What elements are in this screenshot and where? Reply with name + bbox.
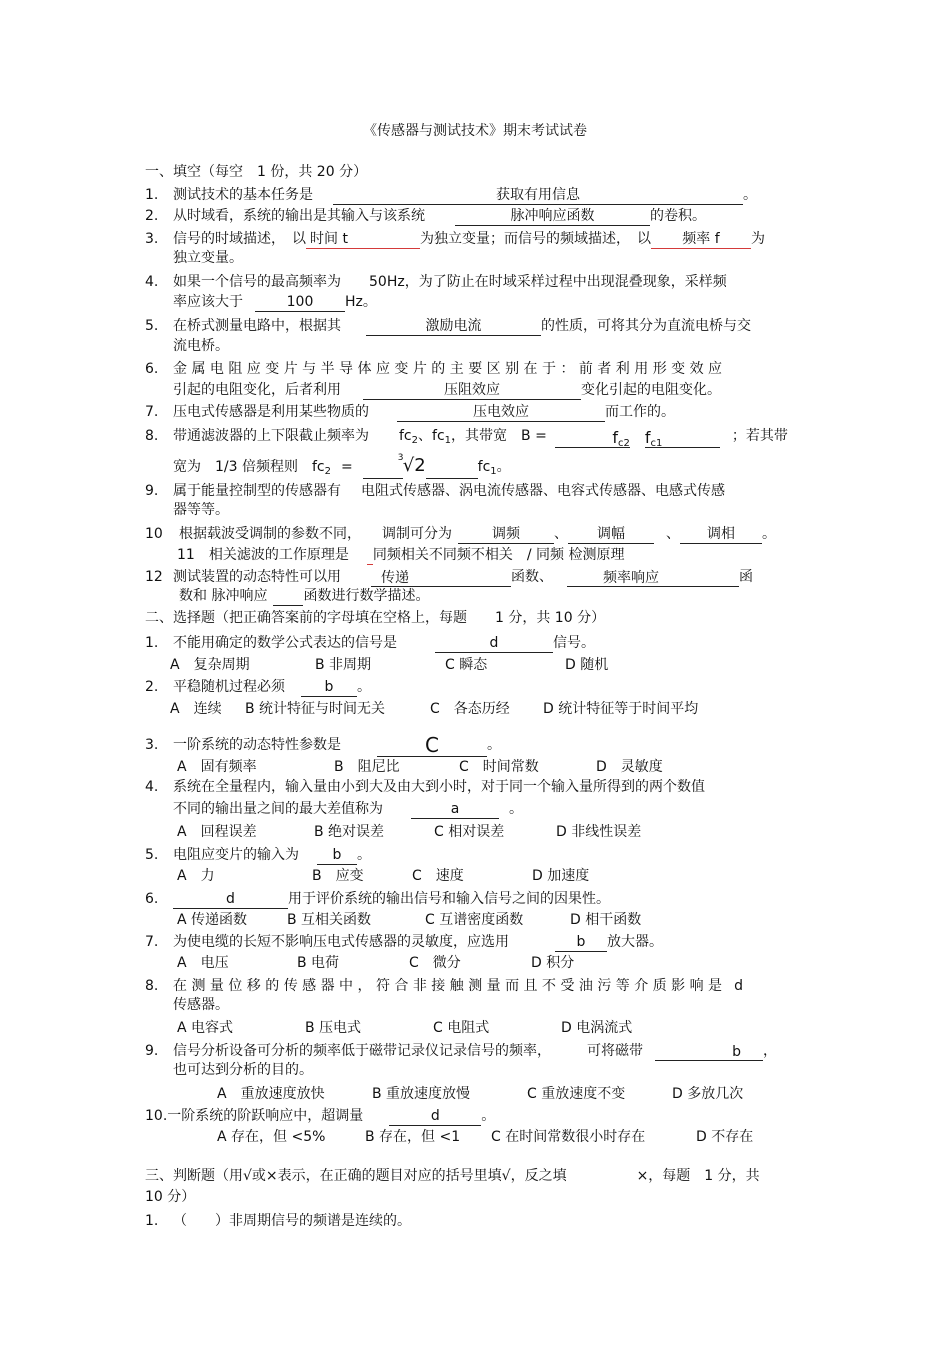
answer-text: 同频相关不同频不相关 / 同频 检测原理	[372, 547, 625, 563]
answer-blank	[273, 587, 303, 606]
question-text: 带通滤波器的上下限截止频率为	[173, 428, 369, 444]
option-c: C 相对误差	[434, 824, 505, 840]
answer-blank: 100	[255, 293, 345, 312]
question-text: 系统在全量程内，输入量由小到大及由大到小时，对于同一个输入量所得到的两个数值	[173, 779, 705, 795]
answer-blank: 激励电流	[366, 317, 541, 336]
question-text: Hz。	[345, 294, 377, 310]
question-number: 10.	[145, 1108, 168, 1124]
question-text: 函数进行数学描述。	[303, 588, 430, 604]
fill-question-5-cont	[145, 336, 810, 356]
question-number: 6.	[145, 361, 159, 377]
option-a: A 电容式	[177, 1020, 234, 1036]
answer-blank: 调相	[680, 525, 762, 544]
answer-blank	[363, 460, 403, 479]
formula-text: fc	[477, 459, 491, 475]
fill-question-12	[145, 567, 810, 587]
option-c: C 电阻式	[433, 1020, 490, 1036]
option-b: B 存在，但 <1	[365, 1129, 461, 1145]
option-d: D 随机	[565, 657, 609, 673]
judge-question-1	[145, 1211, 810, 1231]
question-number: 4.	[145, 274, 159, 290]
answer-text: 器等等。	[173, 502, 229, 518]
question-text: 放大器。	[607, 934, 663, 950]
option-c: C 微分	[409, 955, 461, 971]
section-heading-text: ×，每题 1 分，共	[636, 1168, 760, 1184]
section-2-heading: 二、选择题（把正确答案前的字母填在空格上，每题 1 分，共 10 分）	[145, 610, 606, 626]
fill-question-9	[145, 481, 810, 501]
question-number: 8.	[145, 428, 159, 444]
choice-options-5	[145, 866, 810, 886]
fill-question-4-cont	[145, 292, 810, 312]
option-b: B 阻尼比	[334, 759, 400, 775]
option-b: B 电荷	[297, 955, 340, 971]
question-text: 属于能量控制型的传感器有	[173, 483, 341, 499]
option-d: D 灵敏度	[596, 759, 663, 775]
option-a: A 电压	[177, 955, 229, 971]
fill-question-10	[145, 524, 810, 544]
option-a: A 重放速度放快	[217, 1086, 325, 1102]
question-text: 。	[762, 526, 776, 542]
exam-title: 《传感器与测试技术》期末考试试卷	[363, 123, 587, 139]
formula-text: f	[644, 428, 651, 447]
question-text: 独立变量。	[173, 250, 243, 266]
option-c: C 在时间常数很小时存在	[491, 1129, 646, 1145]
choice-options-8	[145, 1018, 810, 1038]
question-text: 信号。	[553, 635, 595, 651]
question-text: 为	[751, 231, 765, 247]
answer-blank: 压阻效应	[363, 381, 581, 400]
question-text: 宽为 1/3 倍频程则 fc	[173, 459, 325, 475]
option-a: A 力	[177, 868, 215, 884]
formula-subscript: c1	[650, 438, 663, 449]
option-c: C 瞬态	[445, 657, 488, 673]
question-text: 数和 脉冲响应	[179, 588, 268, 604]
formula-subscript: 1	[444, 435, 452, 446]
root-radicand: √2	[402, 455, 426, 476]
question-text: 压电式传感器是利用某些物质的	[173, 404, 369, 420]
choice-options-10	[145, 1127, 810, 1147]
question-text: 流电桥。	[173, 338, 229, 354]
fill-question-6	[145, 359, 810, 379]
question-text: 用于评价系统的输出信号和输入信号之间的因果性。	[288, 891, 610, 907]
root-index: 3	[397, 453, 404, 463]
section-3-heading	[145, 1166, 810, 1186]
section-3-heading-cont	[145, 1187, 810, 1207]
answer-blank: 频率响应	[567, 569, 739, 587]
question-text: 金 属 电 阻 应 变 片 与 半 导 体 应 变 片 的 主 要 区 别 在 于 ： 前 者 利 用 形 变 效 应	[173, 361, 723, 377]
option-d: D 电涡流式	[561, 1020, 633, 1036]
question-number: 1.	[145, 635, 159, 651]
question-text: 而工作的。	[605, 404, 675, 420]
choice-question-4-cont	[145, 799, 810, 819]
answer-blank: 脉冲响应函数	[455, 207, 650, 226]
answer-blank: 获取有用信息	[333, 186, 743, 205]
question-number: 7.	[145, 934, 159, 950]
choice-question-8	[145, 976, 810, 996]
question-text: 的性质，可将其分为直流电桥与交	[541, 318, 751, 334]
option-b: B 统计特征与时间无关	[245, 701, 386, 717]
question-text: 测试装置的动态特性可以用	[173, 569, 341, 585]
option-c: C 时间常数	[459, 759, 539, 775]
section-heading-text: 10 分）	[145, 1189, 196, 1205]
question-text: 、	[554, 526, 568, 542]
question-text: 为独立变量；而信号的频域描述， 以	[420, 231, 651, 247]
option-d: D 加速度	[532, 868, 590, 884]
choice-question-2	[145, 677, 810, 697]
formula-text: fc	[399, 428, 412, 444]
formula-text: fc	[432, 428, 445, 444]
question-number: 10	[145, 526, 163, 542]
option-c: C 重放速度不变	[527, 1086, 626, 1102]
fill-question-6-cont	[145, 380, 810, 400]
option-c: C 互谱密度函数	[425, 912, 524, 928]
question-text: 。	[509, 801, 523, 817]
option-b: B 非周期	[315, 657, 372, 673]
question-number: 7.	[145, 404, 159, 420]
option-a: A 传递函数	[177, 912, 248, 928]
question-text: 引起的电阻变化，后者利用	[173, 382, 341, 398]
fill-question-2	[145, 206, 810, 226]
option-b: B 重放速度放慢	[372, 1086, 471, 1102]
choice-options-9	[145, 1084, 810, 1104]
question-number: 11	[177, 547, 195, 563]
option-a: A 复杂周期	[170, 657, 250, 673]
question-text: 函	[739, 569, 753, 585]
question-text: 。	[357, 847, 371, 863]
choice-options-2	[145, 699, 810, 719]
answer-blank: 频率 f	[651, 230, 751, 249]
option-d: D 多放几次	[672, 1086, 744, 1102]
question-text: 在桥式测量电路中，根据其	[173, 318, 341, 334]
option-a: A 固有频率	[177, 759, 257, 775]
option-b: B 绝对误差	[314, 824, 385, 840]
question-text: 。	[487, 737, 501, 753]
question-text: （ ）非周期信号的频谱是连续的。	[173, 1213, 411, 1229]
question-number: 2.	[145, 679, 159, 695]
question-number: 2.	[145, 208, 159, 224]
question-text: ，	[763, 1043, 777, 1059]
choice-question-7	[145, 932, 810, 952]
option-a: A 存在，但 <5%	[217, 1129, 326, 1145]
question-text: 不能用确定的数学公式表达的信号是	[173, 635, 397, 651]
choice-question-3	[145, 733, 810, 757]
answer-blank: d	[173, 890, 288, 909]
option-b: B 互相关函数	[287, 912, 372, 928]
question-text: 一阶系统的阶跃响应中，超调量	[167, 1108, 364, 1124]
question-text: 可将磁带	[587, 1043, 643, 1059]
question-number: 6.	[145, 891, 159, 907]
question-text: 。	[743, 187, 757, 203]
section-heading-text: 三、判断题（用√或×表示，在正确的题目对应的括号里填√，反之填	[145, 1168, 567, 1184]
formula-subscript: 2	[324, 466, 331, 477]
answer-blank: a	[411, 800, 499, 819]
question-text: 不同的输出量之间的最大差值称为	[173, 801, 383, 817]
choice-question-6	[145, 889, 810, 909]
fill-question-9-cont	[145, 500, 810, 520]
question-text: 从时域看，系统的输出是其输入与该系统	[173, 208, 425, 224]
question-text: 为使电缆的长短不影响压电式传感器的灵敏度，应选用	[173, 934, 509, 950]
option-a: A 连续	[170, 701, 222, 717]
question-text: 在 测 量 位 移 的 传 感 器 中 ， 符 合 非 接 触 测 量 而 且 不 受 油 污 等 介 质 影 响 是	[173, 978, 723, 994]
answer-blank: 时间 t	[306, 230, 420, 249]
option-a: A 回程误差	[177, 824, 257, 840]
question-text: 测试技术的基本任务是	[173, 187, 313, 203]
fill-question-8-cont	[145, 453, 810, 477]
question-number: 12	[145, 569, 163, 585]
option-d: D 统计特征等于时间平均	[543, 701, 699, 717]
question-number: 3.	[145, 231, 159, 247]
option-b: B 压电式	[305, 1020, 362, 1036]
formula-text: 。	[496, 459, 511, 475]
answer-blank: 调幅	[568, 525, 654, 544]
option-d: D 不存在	[696, 1129, 754, 1145]
choice-question-4	[145, 777, 810, 797]
formula-subscript: 1	[490, 466, 497, 477]
choice-options-1	[145, 655, 810, 675]
fill-question-1	[145, 185, 810, 205]
question-number: 9.	[145, 1043, 159, 1059]
question-number: 1.	[145, 187, 159, 203]
fill-question-5	[145, 316, 810, 336]
fill-question-3	[145, 229, 810, 249]
answer-text: d	[734, 978, 743, 994]
answer-blank: 调频	[458, 525, 554, 544]
question-text: 变化引起的电阻变化。	[581, 382, 721, 398]
answer-blank: C	[377, 734, 487, 757]
question-number: 5.	[145, 318, 159, 334]
question-text: 电阻应变片的输入为	[173, 847, 299, 863]
formula-text: =	[340, 459, 353, 475]
question-text: 相关滤波的工作原理是	[208, 547, 349, 563]
answer-blank	[555, 429, 630, 448]
answer-blank: d	[435, 634, 553, 653]
option-c: C 各态历经	[430, 701, 510, 717]
question-text: 如果一个信号的最高频率为 50Hz，为了防止在时域采样过程中出现混叠现象，采样频	[173, 274, 727, 290]
question-text: ，其带宽 B =	[451, 428, 547, 444]
option-c: C 速度	[412, 868, 464, 884]
formula-text: f	[612, 428, 618, 447]
formula-subscript: 2	[411, 435, 419, 446]
answer-blank: d	[389, 1107, 481, 1126]
answer-blank: 压电效应	[397, 403, 605, 422]
fill-question-12-cont	[145, 586, 810, 606]
question-text: 、	[666, 526, 680, 542]
question-text: 信号的时域描述， 以	[173, 231, 306, 247]
question-text: ；若其带	[731, 428, 788, 444]
fill-question-8	[145, 426, 810, 449]
formula-subscript: c2	[617, 438, 630, 449]
question-text: 根据载波受调制的参数不同， 调制可分为	[179, 526, 452, 542]
question-text: 信号分析设备可分析的频率低于磁带记录仪记录信号的频率，	[173, 1043, 551, 1059]
question-text: 率应该大于	[173, 294, 243, 310]
answer-text: 电阻式传感器、涡电流传感器、电容式传感器、电感式传感	[361, 483, 725, 499]
choice-question-9-cont	[145, 1060, 810, 1080]
question-text: 平稳随机过程必须	[173, 679, 285, 695]
question-text: 一阶系统的动态特性参数是	[173, 737, 341, 753]
option-d: D 非线性误差	[556, 824, 642, 840]
choice-question-1	[145, 633, 810, 653]
answer-blank: b	[555, 933, 607, 952]
answer-blank	[426, 460, 478, 479]
choice-options-6	[145, 910, 810, 930]
question-number: 8.	[145, 978, 159, 994]
choice-question-10	[145, 1106, 810, 1126]
choice-question-8-cont	[145, 995, 810, 1015]
question-text: 。	[357, 679, 371, 695]
question-text: 。	[481, 1108, 496, 1124]
choice-options-3	[145, 757, 810, 777]
answer-blank: b	[655, 1043, 763, 1061]
question-text: 的卷积。	[650, 208, 706, 224]
question-text: 传感器。	[173, 997, 229, 1013]
option-d: D 相干函数	[570, 912, 642, 928]
answer-blank	[645, 429, 720, 448]
question-text: 也可达到分析的目的。	[173, 1062, 313, 1078]
section-1-heading: 一、填空（每空 1 份，共 20 分）	[145, 164, 368, 180]
option-b: B 应变	[312, 868, 364, 884]
question-number: 4.	[145, 779, 159, 795]
fill-question-7	[145, 402, 810, 422]
fill-question-11	[145, 545, 810, 565]
question-number: 9.	[145, 483, 159, 499]
option-d: D 积分	[531, 955, 575, 971]
question-text: 函数、	[511, 569, 553, 585]
question-number: 5.	[145, 847, 159, 863]
question-number: 1.	[145, 1213, 159, 1229]
answer-blank: b	[317, 846, 357, 865]
cube-root	[397, 453, 426, 477]
formula-text: 、	[418, 428, 433, 444]
answer-blank: b	[301, 678, 357, 697]
answer-blank: 传递	[371, 569, 511, 587]
choice-question-9	[145, 1041, 810, 1061]
choice-question-5	[145, 845, 810, 865]
fill-question-4	[145, 272, 810, 292]
fill-question-3-cont	[145, 248, 810, 268]
choice-options-4	[145, 822, 810, 842]
choice-options-7	[145, 953, 810, 973]
question-number: 3.	[145, 737, 159, 753]
